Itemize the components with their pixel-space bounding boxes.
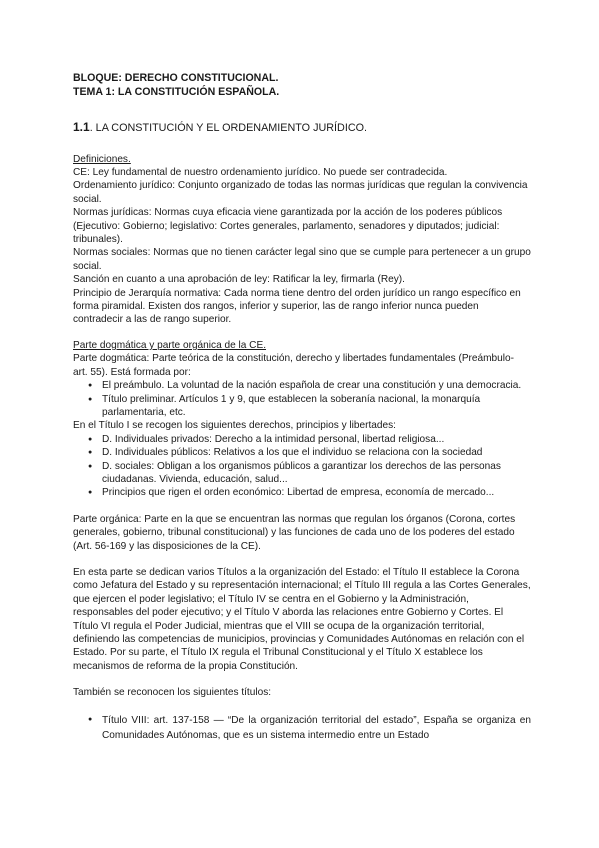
document-body bbox=[73, 72, 531, 743]
list-item: ● El preámbulo. La voluntad de la nación española de crear una constitución y una democracia. bbox=[73, 379, 531, 392]
list-item: ● D. sociales: Obligan a los organismos públicos a garantizar los derechos de las personas ciudadanas. Vivienda, educación, salud... bbox=[73, 460, 531, 487]
definition-item: Ordenamiento jurídico: Conjunto organizado de todas las normas jurídicas que regulan la convivencia social. bbox=[73, 180, 528, 205]
list-item: ● D. Individuales públicos: Relativos a los que el individuo se relaciona con la sociedad bbox=[73, 446, 531, 459]
definitions-heading: Definiciones. bbox=[73, 153, 131, 165]
list-item: ● Título preliminar. Artículos 1 y 9, que establecen la soberanía nacional, la monarquía parlamentaria, etc. bbox=[73, 393, 531, 420]
definition-item: Normas jurídicas: Normas cuya eficacia viene garantizada por la acción de los poderes públicos (Ejecutivo: Gobierno; legislativo: Cortes generales, parlamento, senadores y diputados; judicial: tribunales). bbox=[73, 207, 503, 246]
block-title: BLOQUE: DERECHO CONSTITUCIONAL. bbox=[73, 72, 279, 84]
list-item: ● D. Individuales privados: Derecho a la intimidad personal, libertad religiosa... bbox=[73, 433, 531, 446]
section-number: 1.1 bbox=[73, 120, 90, 135]
list-item: ● Título VIII: art. 137-158 — “De la organización territorial del estado”, España se organiza en Comunidades Autónomas, que es un sistema intermedio entre un Estado bbox=[73, 713, 531, 744]
also-intro: También se reconocen los siguientes títulos: bbox=[73, 687, 272, 699]
organic-paragraph: Parte orgánica: Parte en la que se encuentran las normas que regulan los órganos (Corona, cortes generales, gobierno, tribunal constitucional) y las funciones de cada uno de los poderes del estado (Art. 56-169 y las disposiciones de la CE). bbox=[73, 513, 516, 552]
parts-heading: Parte dogmática y parte orgánica de la CE. bbox=[73, 339, 267, 351]
dogmatic-list bbox=[73, 379, 531, 419]
definition-item: CE: Ley fundamental de nuestro ordenamiento jurídico. No puede ser contradecida. bbox=[73, 167, 448, 178]
definition-item: Normas sociales: Normas que no tienen carácter legal sino que se cumple para pertenecer a un grupo social. bbox=[73, 247, 531, 272]
definition-item: Principio de Jerarquía normativa: Cada norma tiene dentro del orden jurídico un rango específico en forma piramidal. Existen dos rangos, inferior y superior, las de rango inferior nunca pueden contradecir a las de rango superior. bbox=[73, 287, 521, 326]
dogmatic-intro: Parte dogmática: Parte teórica de la constitución, derecho y libertades fundamentales (Preámbulo- art. 55). Está formada por: bbox=[73, 353, 515, 378]
section-heading bbox=[73, 121, 531, 135]
definition-item: Sanción en cuanto a una aprobación de ley: Ratificar la ley, firmarla (Rey). bbox=[73, 274, 405, 286]
titles-paragraph: En esta parte se dedican varios Títulos a la organización del Estado: el Título II establece la Corona como Jefatura del Estado y su representación internacional; el Título III regula a las Cortes Generales, que ejercen el poder legislativo; el Título IV se centra en el Gobierno y la Administración, responsables del poder ejecutivo; y el Título V aborda las relaciones entre Gobierno y Cortes. El Título VI regula el Poder Judicial, mientras que el VIII se ocupa de la organización territorial, definiendo las competencias de municipios, provincias y Comunidades Autónomas en relación con el Estado. Por su parte, el Título IX regula el Tribunal Constitucional y el Título X establece los mecanismos de reforma de la propia Constitución. bbox=[73, 566, 531, 672]
also-list bbox=[73, 713, 531, 744]
theme-title: TEMA 1: LA CONSTITUCIÓN ESPAÑOLA. bbox=[73, 85, 280, 98]
section-title: . LA CONSTITUCIÓN Y EL ORDENAMIENTO JURÍDICO. bbox=[89, 122, 368, 135]
title1-list bbox=[73, 433, 531, 500]
title1-intro: En el Título I se recogen los siguientes derechos, principios y libertades: bbox=[73, 420, 396, 432]
list-item: ● Principios que rigen el orden económico: Libertad de empresa, economía de mercado... bbox=[73, 486, 531, 499]
